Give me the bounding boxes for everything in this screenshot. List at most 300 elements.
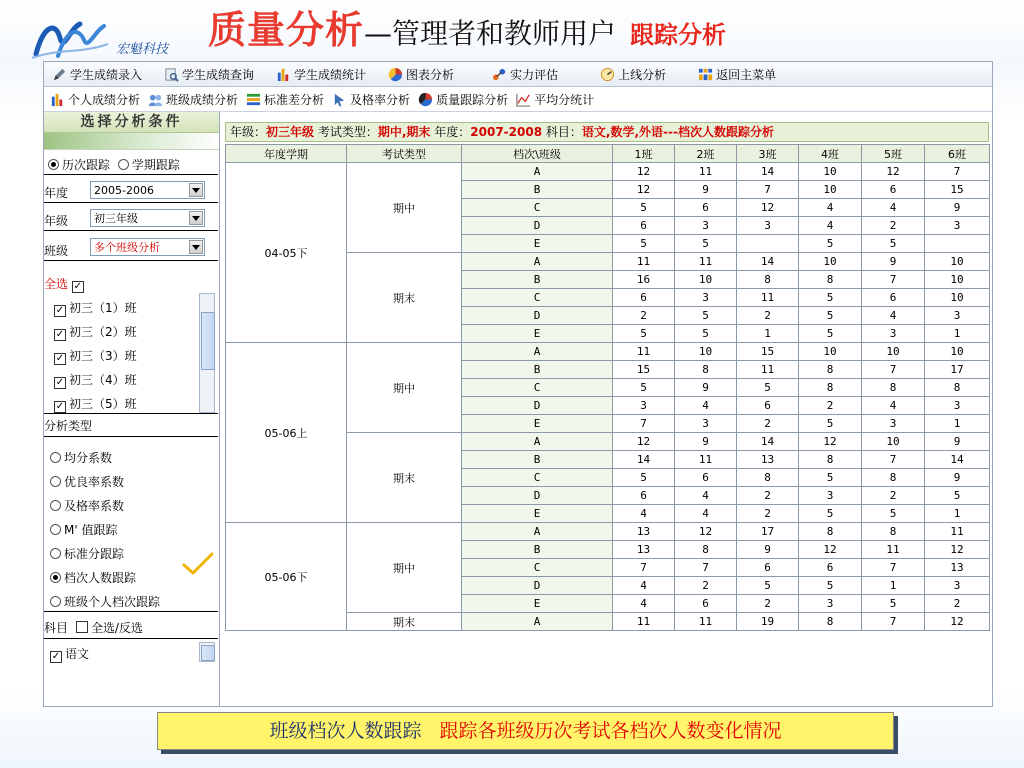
table-header-row [226, 145, 990, 163]
subject-value: 语文,数学,外语---档次人数跟踪分析 [581, 125, 774, 139]
analysis-option-label: 优良率系数 [64, 475, 125, 489]
count-cell: 4 [613, 577, 675, 595]
count-cell: 4 [675, 505, 737, 523]
radio-history-track[interactable] [48, 158, 110, 172]
count-cell [925, 235, 990, 253]
radio-label: 历次跟踪 [62, 158, 111, 172]
count-cell: 3 [925, 307, 990, 325]
count-cell: 4 [799, 199, 862, 217]
tab-class-analysis[interactable] [144, 88, 242, 110]
subject-toggle-checkbox[interactable] [76, 621, 88, 633]
count-cell: 8 [737, 469, 799, 487]
radio-button[interactable] [50, 500, 61, 511]
pen-icon [52, 67, 67, 82]
count-cell: 12 [613, 433, 675, 451]
class-checkbox-label: 初三（1）班 [69, 301, 137, 315]
count-cell: 5 [613, 469, 675, 487]
count-cell: 12 [925, 613, 990, 631]
count-cell: 11 [925, 523, 990, 541]
count-cell: 13 [613, 541, 675, 559]
app-window [43, 61, 993, 707]
column-header: 5班 [862, 145, 925, 163]
select-all-checkbox[interactable]: ✓ [73, 281, 83, 292]
count-cell: 15 [925, 181, 990, 199]
exam-type-cell: 期中 [347, 163, 462, 253]
divider [44, 611, 218, 612]
count-cell: 8 [799, 451, 862, 469]
column-header: 3班 [737, 145, 799, 163]
count-cell: 9 [925, 433, 990, 451]
count-cell: 5 [862, 505, 925, 523]
count-cell: 4 [799, 217, 862, 235]
count-cell: 3 [675, 217, 737, 235]
count-cell: 7 [925, 163, 990, 181]
count-cell: 19 [737, 613, 799, 631]
count-cell: 15 [737, 343, 799, 361]
analysis-option-label: 及格率系数 [64, 499, 125, 513]
subject-checkbox-label: 语文 [65, 647, 90, 661]
count-cell: 5 [737, 577, 799, 595]
count-cell: 3 [799, 487, 862, 505]
count-cell: 5 [613, 235, 675, 253]
grade-level-cell: B [462, 181, 613, 199]
count-cell: 4 [675, 397, 737, 415]
toolbar-label: 图表分析 [406, 67, 455, 82]
count-cell: 15 [613, 361, 675, 379]
count-cell: 3 [613, 397, 675, 415]
count-cell: 14 [737, 433, 799, 451]
analysis-option-label: 标准分跟踪 [64, 547, 125, 561]
toolbar-label: 学生成绩统计 [294, 67, 367, 82]
type-caption: 考试类型： [317, 125, 378, 139]
condition-panel-header: 选择分析条件 [44, 112, 219, 133]
radio-button[interactable] [50, 452, 61, 463]
count-cell: 3 [737, 217, 799, 235]
logo-text: 宏魁科技 [116, 42, 169, 57]
gauge-icon [600, 67, 615, 82]
grade-level-cell: A [462, 163, 613, 181]
exam-type-cell: 期末 [347, 253, 462, 343]
count-cell: 5 [613, 199, 675, 217]
analysis-option-label: 均分系数 [64, 451, 113, 465]
analysis-option[interactable] [50, 449, 224, 466]
count-cell: 6 [799, 559, 862, 577]
logo-swirl-icon [30, 18, 110, 60]
divider [44, 230, 218, 231]
class-select[interactable] [90, 238, 205, 256]
count-cell: 6 [675, 469, 737, 487]
bar-chart-icon [50, 92, 65, 107]
type-value: 期中,期末 [377, 125, 431, 139]
count-cell: 10 [862, 433, 925, 451]
tab-label: 个人成绩分析 [68, 92, 141, 107]
footer-caption [157, 712, 894, 750]
tab-quality-tracking[interactable] [414, 88, 512, 110]
count-cell: 12 [862, 163, 925, 181]
column-header: 档次\班级 [462, 145, 613, 163]
grade-level-cell: E [462, 235, 613, 253]
count-cell: 10 [799, 163, 862, 181]
count-cell: 4 [613, 505, 675, 523]
count-cell: 10 [799, 253, 862, 271]
grade-level-cell: D [462, 397, 613, 415]
divider [44, 202, 218, 203]
exam-type-cell: 期中 [347, 343, 462, 433]
count-cell: 12 [799, 541, 862, 559]
count-cell: 8 [799, 379, 862, 397]
column-header: 考试类型 [347, 145, 462, 163]
count-cell: 2 [737, 595, 799, 613]
count-cell: 3 [925, 397, 990, 415]
count-cell: 1 [925, 505, 990, 523]
grade-select[interactable] [90, 209, 205, 227]
exam-type-cell: 期中 [347, 523, 462, 613]
slide-title [208, 4, 726, 56]
grid-menu-icon [698, 67, 713, 82]
count-cell: 8 [675, 541, 737, 559]
count-cell: 8 [862, 379, 925, 397]
count-cell: 3 [862, 415, 925, 433]
toolbar-chart-analysis[interactable] [384, 63, 458, 85]
checkmark-icon [182, 552, 214, 576]
grade-level-cell: D [462, 307, 613, 325]
divider [44, 413, 218, 414]
grade-level-cell: D [462, 487, 613, 505]
bar-chart-icon [276, 67, 291, 82]
grade-level-cell: E [462, 415, 613, 433]
count-cell: 6 [613, 289, 675, 307]
count-cell: 14 [613, 451, 675, 469]
main-toolbar [44, 62, 992, 87]
count-cell: 12 [613, 163, 675, 181]
count-cell: 11 [675, 613, 737, 631]
grade-level-cell: C [462, 379, 613, 397]
count-cell: 3 [675, 415, 737, 433]
count-cell: 2 [613, 307, 675, 325]
radio-term-track[interactable] [118, 158, 180, 172]
class-list-scrollbar[interactable] [199, 293, 215, 413]
count-cell: 11 [862, 541, 925, 559]
slide-title-main: 质量分析 [208, 8, 365, 52]
toolbar-online-analysis[interactable] [596, 63, 670, 85]
count-cell: 17 [925, 361, 990, 379]
checkbox[interactable]: ✓ [55, 305, 65, 316]
count-cell: 14 [737, 163, 799, 181]
count-cell: 3 [862, 325, 925, 343]
count-cell: 7 [862, 361, 925, 379]
toolbar-label: 实力评估 [510, 67, 559, 82]
grade-level-cell: A [462, 433, 613, 451]
checkbox[interactable]: ✓ [55, 353, 65, 364]
grade-level-cell: C [462, 289, 613, 307]
count-cell: 6 [613, 487, 675, 505]
scrollbar-thumb[interactable] [201, 312, 215, 370]
query-summary-bar [225, 122, 989, 142]
radio-label: 学期跟踪 [131, 158, 180, 172]
count-cell: 10 [925, 343, 990, 361]
count-cell: 5 [799, 325, 862, 343]
toolbar-label: 学生成绩录入 [70, 67, 143, 82]
count-cell: 12 [799, 433, 862, 451]
table-row [226, 523, 990, 541]
count-cell: 5 [675, 307, 737, 325]
count-cell: 2 [675, 577, 737, 595]
divider [44, 174, 218, 175]
count-cell: 14 [925, 451, 990, 469]
chevron-down-icon[interactable] [189, 183, 203, 197]
count-cell: 2 [925, 595, 990, 613]
count-cell: 10 [675, 343, 737, 361]
count-cell: 10 [799, 181, 862, 199]
count-cell: 6 [613, 217, 675, 235]
count-cell: 12 [737, 199, 799, 217]
class-select-value: 多个班级分析 [94, 241, 160, 254]
slide-title-sub: —管理者和教师用户 [364, 17, 617, 50]
count-cell: 3 [925, 577, 990, 595]
count-cell: 10 [675, 271, 737, 289]
count-cell: 5 [799, 505, 862, 523]
radio-button[interactable] [48, 159, 59, 170]
tracking-grid [225, 144, 989, 631]
radio-button[interactable] [50, 524, 61, 535]
year-label: 年度 [44, 186, 69, 200]
grade-level-cell: E [462, 595, 613, 613]
grade-select-value: 初三年级 [94, 212, 138, 225]
count-cell: 5 [799, 235, 862, 253]
analysis-option[interactable] [50, 497, 224, 514]
count-cell: 16 [613, 271, 675, 289]
count-cell: 9 [862, 253, 925, 271]
toolbar-return-menu[interactable] [694, 63, 780, 85]
count-cell: 4 [862, 397, 925, 415]
count-cell: 7 [862, 613, 925, 631]
count-cell: 12 [925, 541, 990, 559]
select-all-row[interactable] [44, 275, 218, 293]
toolbar-score-stats[interactable] [272, 63, 370, 85]
tab-pass-rate-analysis[interactable] [328, 88, 414, 110]
count-cell: 9 [675, 181, 737, 199]
checkbox[interactable]: ✓ [55, 401, 65, 412]
year-select-value: 2005-2006 [94, 184, 154, 197]
subject-toggle-label: 全选/反选 [90, 621, 143, 635]
radio-button[interactable] [50, 476, 61, 487]
checkbox[interactable]: ✓ [51, 651, 61, 662]
grade-level-cell: A [462, 523, 613, 541]
subject-label: 科目 [44, 621, 69, 635]
count-cell: 8 [925, 379, 990, 397]
count-cell: 9 [925, 199, 990, 217]
count-cell: 8 [737, 271, 799, 289]
count-cell: 4 [862, 199, 925, 217]
count-cell: 4 [675, 487, 737, 505]
class-checkbox-label: 初三（4）班 [69, 373, 137, 387]
condition-panel [44, 112, 220, 706]
count-cell: 11 [737, 289, 799, 307]
count-cell: 5 [799, 307, 862, 325]
count-cell: 12 [613, 181, 675, 199]
count-cell: 8 [799, 361, 862, 379]
chevron-down-icon[interactable] [189, 211, 203, 225]
subject-row [44, 619, 218, 636]
year-value: 2007-2008 [470, 125, 543, 139]
count-cell: 10 [925, 271, 990, 289]
count-cell: 6 [737, 397, 799, 415]
column-header: 2班 [675, 145, 737, 163]
tab-label: 平均分统计 [534, 92, 595, 107]
count-cell: 7 [613, 559, 675, 577]
term-cell: 04-05下 [226, 163, 347, 343]
line-chart-icon [516, 92, 531, 107]
count-cell: 8 [862, 469, 925, 487]
count-cell: 2 [737, 415, 799, 433]
count-cell: 11 [675, 163, 737, 181]
toolbar-score-entry[interactable] [48, 63, 146, 85]
tracking-table [225, 144, 990, 631]
header-decoration [44, 133, 219, 150]
toolbar-score-query[interactable] [160, 63, 258, 85]
table-body [226, 163, 990, 631]
count-cell: 11 [675, 451, 737, 469]
grade-level-cell: B [462, 541, 613, 559]
toolbar-label: 上线分析 [618, 67, 667, 82]
analysis-option-label: M' 值跟踪 [64, 523, 118, 537]
count-cell: 2 [799, 397, 862, 415]
count-cell: 11 [675, 253, 737, 271]
scrollbar-thumb[interactable] [201, 645, 215, 661]
radio-button[interactable] [50, 596, 61, 607]
chevron-down-icon[interactable] [189, 240, 203, 254]
analysis-option-label: 班级个人档次跟踪 [64, 595, 161, 609]
count-cell: 11 [613, 613, 675, 631]
sub-toolbar [44, 87, 992, 112]
grade-level-cell: C [462, 559, 613, 577]
grade-level-cell: E [462, 325, 613, 343]
tab-label: 标准差分析 [264, 92, 325, 107]
count-cell: 7 [613, 415, 675, 433]
grade-level-cell: D [462, 577, 613, 595]
count-cell: 1 [862, 577, 925, 595]
count-cell: 11 [613, 253, 675, 271]
toolbar-strength-eval[interactable] [488, 63, 562, 85]
class-label: 班级 [44, 244, 69, 258]
analysis-option[interactable] [50, 521, 224, 538]
exam-type-cell: 期末 [347, 433, 462, 523]
count-cell: 14 [737, 253, 799, 271]
grade-level-cell: C [462, 199, 613, 217]
caption-title: 班级档次人数跟踪 [269, 720, 422, 742]
count-cell: 8 [675, 361, 737, 379]
company-logo [30, 18, 200, 60]
tab-stddev-analysis[interactable] [242, 88, 328, 110]
count-cell: 9 [737, 541, 799, 559]
term-cell: 05-06下 [226, 523, 347, 631]
tab-personal-analysis[interactable] [46, 88, 144, 110]
subject-list-scrollbar[interactable] [199, 642, 215, 662]
tab-label: 及格率分析 [350, 92, 411, 107]
count-cell: 1 [925, 415, 990, 433]
count-cell: 2 [862, 487, 925, 505]
divider [44, 260, 218, 261]
count-cell: 5 [675, 325, 737, 343]
count-cell: 9 [925, 469, 990, 487]
radio-button[interactable] [50, 572, 61, 583]
count-cell: 7 [862, 559, 925, 577]
column-header: 4班 [799, 145, 862, 163]
divider [44, 638, 218, 639]
column-header: 6班 [925, 145, 990, 163]
grade-level-cell: E [462, 505, 613, 523]
stripes-icon [246, 92, 261, 107]
grade-level-cell: B [462, 361, 613, 379]
count-cell: 3 [799, 595, 862, 613]
radio-button[interactable] [118, 159, 129, 170]
grade-level-cell: B [462, 451, 613, 469]
molecule-icon [492, 67, 507, 82]
count-cell: 10 [925, 253, 990, 271]
count-cell: 13 [613, 523, 675, 541]
count-cell: 3 [675, 289, 737, 307]
grade-level-cell: C [462, 469, 613, 487]
people-icon [148, 92, 163, 107]
track-mode-group [48, 156, 222, 173]
count-cell: 2 [737, 307, 799, 325]
radio-button[interactable] [50, 548, 61, 559]
subject-caption: 科目： [545, 125, 582, 139]
analysis-option[interactable] [50, 473, 224, 490]
count-cell: 2 [862, 217, 925, 235]
count-cell: 11 [613, 343, 675, 361]
checkbox[interactable]: ✓ [55, 329, 65, 340]
count-cell: 5 [613, 325, 675, 343]
count-cell: 9 [675, 379, 737, 397]
count-cell: 7 [862, 451, 925, 469]
count-cell: 9 [675, 433, 737, 451]
class-checkbox-label: 初三（5）班 [69, 397, 137, 411]
count-cell: 8 [799, 523, 862, 541]
count-cell: 5 [737, 379, 799, 397]
count-cell: 13 [925, 559, 990, 577]
count-cell: 7 [737, 181, 799, 199]
table-row [226, 163, 990, 181]
count-cell: 11 [737, 361, 799, 379]
count-cell: 5 [799, 577, 862, 595]
count-cell: 8 [799, 271, 862, 289]
count-cell: 5 [613, 379, 675, 397]
count-cell: 6 [737, 559, 799, 577]
count-cell: 5 [799, 289, 862, 307]
grade-label: 年级 [44, 214, 69, 228]
analysis-option[interactable] [50, 593, 224, 610]
checkbox[interactable]: ✓ [55, 377, 65, 388]
analysis-option-label: 档次人数跟踪 [64, 571, 137, 585]
tab-average-stats[interactable] [512, 88, 598, 110]
count-cell: 6 [675, 199, 737, 217]
year-caption: 年度： [434, 125, 471, 139]
count-cell: 12 [675, 523, 737, 541]
divider [44, 436, 218, 437]
analysis-type-label: 分析类型 [44, 419, 93, 433]
year-select[interactable] [90, 181, 205, 199]
toolbar-label: 学生成绩查询 [182, 67, 255, 82]
count-cell: 5 [675, 235, 737, 253]
count-cell [737, 235, 799, 253]
count-cell: 8 [799, 613, 862, 631]
search-doc-icon [164, 67, 179, 82]
subject-checkbox-item[interactable] [50, 645, 224, 663]
count-cell: 7 [675, 559, 737, 577]
exam-type-cell: 期末 [347, 613, 462, 631]
grade-level-cell: D [462, 217, 613, 235]
